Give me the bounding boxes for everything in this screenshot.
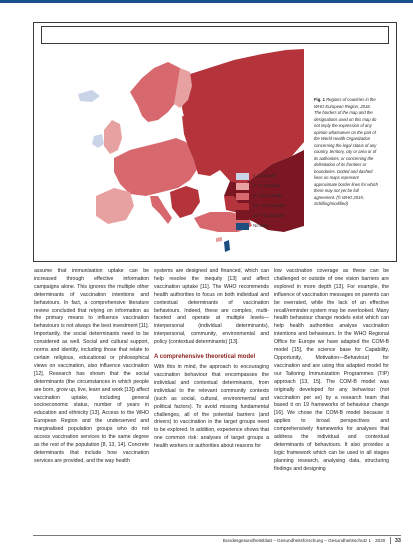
caption-text: Regions of countries in the WHO European Region, 2018. The borders of the map and the designations used on this map do not imply the expression of any opinion whatsoever on the part of the World Health Organization concerning the legal status of any country, territory, city or area or of its authorities, or concerning the delimitation of its frontiers or boundaries. Dotted and dashed lines on maps represent approximate border lines for which there may not yet be full agreement. (© WHO 2019, Schilling/modified) — [314, 97, 379, 206]
map-region-scandinavia — [130, 62, 184, 122]
journal-name: Bundesgesundheitsblatt – Gesundheitsforschung – Gesundheitsschutz 1 · 2020 — [222, 538, 386, 543]
body-paragraph: With this in mind, the approach to encouraging vaccination behaviour that encompasses the individual and contextual determinants, from individual to the relevant community contexts (such as social, cultural, environmental and political factors). To avoid missing fundamental challenges, all of the potential barriers (and drivers) to vaccination in the target groups need to be explored. In addition, experience shows that one common risk: analyses of target groups a health workers or authorities about reasons for — [154, 364, 269, 450]
map-region-iceland — [78, 90, 100, 102]
map-region-cyprus — [216, 237, 222, 242]
legend-swatch — [236, 223, 249, 230]
map-region-italy — [150, 196, 172, 224]
legend-label: 6 – 10 Journals — [253, 192, 283, 198]
text-column-3 — [274, 268, 389, 474]
figure-caption — [314, 97, 378, 208]
page-number: 33 — [394, 538, 401, 544]
legend-row — [236, 202, 306, 210]
page-footer — [33, 537, 401, 545]
legend-label: 11 – 15 Journals — [253, 202, 285, 208]
legend-row — [236, 212, 306, 220]
legend-swatch — [236, 213, 249, 220]
top-color-band — [0, 0, 413, 3]
legend-swatch — [236, 173, 249, 180]
map-region-ireland — [92, 134, 104, 148]
map-legend — [236, 172, 306, 232]
text-column-1 — [34, 268, 149, 466]
footer-separator — [390, 537, 391, 544]
legend-label: ≤ 2 Journals — [253, 172, 277, 178]
legend-label: 16 – 40 Journals — [253, 212, 285, 218]
legend-row — [236, 172, 306, 180]
legend-swatch — [236, 203, 249, 210]
legend-row — [236, 182, 306, 190]
section-heading: A comprehensive theoretical model — [154, 354, 256, 361]
body-paragraph: systems are designed and financed, which can help resolve the inequity [13] and affect vaccination uptake [11]. The WHO recommends health authorities to focus on both individual and contextual determinants of vaccination behaviours. Indeed, these are complex, multi-faceted and operate at multiple levels—interpersonal (individual determinants), interpersonal, community, environmental and policy (contextual determinants) [13]. — [154, 268, 269, 346]
legend-swatch — [236, 183, 249, 190]
legend-swatch — [236, 193, 249, 200]
legend-label: 3 – 5 Journals — [253, 182, 280, 188]
legend-label: No data — [253, 222, 269, 228]
caption-label: Fig. 1 — [314, 97, 325, 102]
footer-rule — [33, 535, 401, 536]
map-region-israel — [224, 240, 230, 252]
text-column-2 — [154, 268, 269, 451]
legend-row — [236, 222, 306, 230]
legend-row — [236, 192, 306, 200]
body-paragraph: low vaccination coverage as these can be challenged or outside of one vision barriers are explored in more depth [13]. For example, the influence of vaccination messages on parents can be overrated, while the lack of an effective recall/reminder system may be overlooked. Many health behaviour change models exist which can help health authorities analyse vaccination intentions and behaviours. In the WHO Regional Office for Europe we have adapted the COM-B model [15], the science base for Capability, Opportunity, Motivation—Behaviour) for vaccination and are using this adapted model for our Tailoring Immunization Programmes (TIP) approach [13, 15]. The COM-B model was originally developed for any behaviour (not vaccination per se) by a research team that based it on 19 frameworks of behaviour change [16]. We chose the COM-B model because it applies to broad perspectives and comprehensively frameworks for analyses that address the individual and contextual determinants of behaviours. It also provides a logic framework which can be used in all stages planning research, analysing data, structuring findings and designing — [274, 268, 389, 472]
map-region-balkans — [170, 186, 200, 218]
body-paragraph: assume that immunisation uptake can be increased through effective information campaigns alone. This ignores the multiple other determinants of vaccination intentions and behaviours. In fact, a comprehensive literature review concluded that relying on information as the primary means to influence vaccination behaviours is not always the best investment [11]. Importantly, the social determinants need to be considered as well. Social and cultural support, norms and identity, including those that relate to certain religious, educational or philosophical views on vaccination, also influence vaccination [12]. Research has shown that the social determinants (the circumstances in which people are born, grow up, live, learn and work [13]) affect vaccination uptake, including general socioeconomic status, number of years in education and ethnicity [13]. Access to the WHO European Region and the underserved and marginalised population groups who do not access vaccination services to the same degree as the rest of the population [8, 13, 14]. Concrete determinants that include how vaccination services are provided, and the way health — [34, 268, 149, 464]
figure-title-box — [41, 26, 389, 44]
map-region-iberia — [96, 188, 134, 224]
map-region-uk — [104, 120, 122, 154]
